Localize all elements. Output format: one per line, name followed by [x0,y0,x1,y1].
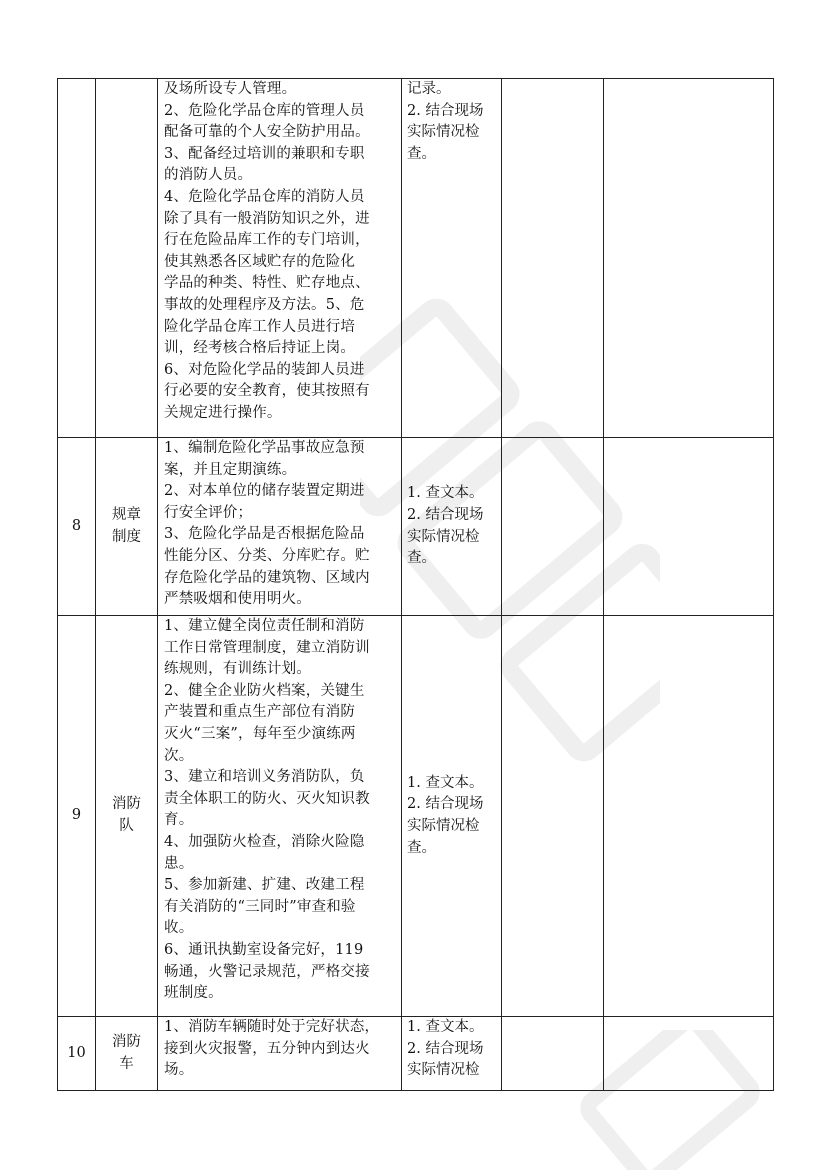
table-row [58,616,774,1017]
row-item [96,438,158,616]
method-line: 1. 查文本。 [407,774,484,791]
method-line: 2. 结合现场 [407,506,484,523]
requirement-line: 1、编制危险化学品事故应急预 [164,440,365,456]
row-requirements [158,438,402,616]
method-line: 记录。 [407,81,451,97]
requirement-line: 次。 [164,747,194,764]
requirement-line: 6、通讯执勤室设备完好，119 [164,941,364,958]
table-row [58,1017,774,1091]
requirement-line: 除了具有一般消防知识之外，进 [164,210,370,227]
requirement-line: 6、对危险化学品的装卸人员进 [164,361,365,378]
requirement-line: 4、危险化学品仓库的消防人员 [164,188,365,205]
method-line: 实际情况检 [407,818,480,834]
requirement-line: 工作日常管理制度，建立消防训 [164,639,370,656]
requirement-line: 练规则，有训练计划。 [164,661,311,678]
requirement-line: 存危险化学品的建筑物、区域内 [164,569,370,586]
requirement-line: 3、建立和培训义务消防队，负 [164,769,365,786]
requirement-line: 收。 [164,920,194,937]
requirement-line: 关规定进行操作。 [164,404,282,421]
requirement-line: 班制度。 [164,985,223,1002]
method-line: 实际情况检 [407,528,480,545]
row-requirements [158,79,402,438]
method-line: 查。 [407,145,436,162]
row-requirements [158,616,402,1017]
method-line: 查。 [407,839,436,856]
row-method [402,1017,502,1091]
requirement-line: 案，并且定期演练。 [164,461,297,478]
row-blank-cell [604,438,774,616]
row-number [58,79,96,438]
requirement-line: 3、配备经过培训的兼职和专职 [164,145,365,162]
requirement-line: 3、危险化学品是否根据危险品 [164,526,365,543]
row-blank-cell [502,79,604,438]
requirement-line: 有关消防的“三同时”审查和验 [164,898,356,915]
method-line: 实际情况检 [407,124,480,141]
row-number: 9 [58,616,96,1017]
method-line: 查。 [407,550,436,567]
row-blank-cell [604,79,774,438]
item-line: 车 [119,1055,134,1072]
requirement-line: 配备可靠的个人安全防护用品。 [164,124,370,141]
method-line: 1. 查文本。 [407,485,484,502]
requirement-line: 灭火“三案”，每年至少演练两 [164,725,356,742]
requirement-line: 严禁吸烟和使用明火。 [164,591,311,608]
requirement-line: 2、危险化学品仓库的管理人员 [164,102,365,119]
row-method [402,616,502,1017]
method-line: 1. 查文本。 [407,1019,484,1035]
requirement-line: 1、消防车辆随时处于完好状态， [164,1019,380,1035]
row-blank-cell [502,616,604,1017]
requirement-line: 险化学品仓库工作人员进行培 [164,318,356,335]
item-line: 消防 [112,1033,141,1050]
requirement-line: 行安全评价； [164,504,253,521]
method-line: 2. 结合现场 [407,796,484,813]
item-line: 队 [119,818,134,834]
requirement-line: 畅通，火警记录规范，严格交接 [164,963,370,980]
requirement-line: 场。 [164,1062,194,1079]
requirement-line: 行必要的安全教育，使其按照有 [164,383,370,400]
requirement-line: 责全体职工的防火、灭火知识教 [164,790,370,807]
inspection-table [57,78,774,1091]
requirement-line: 使其熟悉各区域贮存的危险化 [164,253,356,270]
requirement-line: 事故的处理程序及方法。5、危 [164,296,365,313]
requirement-line: 行在危险品库工作的专门培训， [164,232,370,249]
row-blank-cell [604,1017,774,1091]
row-requirements [158,1017,402,1091]
requirement-line: 1、建立健全岗位责任制和消防 [164,618,365,634]
requirement-line: 接到火灾报警，五分钟内到达火 [164,1040,370,1057]
requirement-line: 学品的种类、特性、贮存地点、 [164,275,370,292]
requirement-line: 患。 [164,855,194,872]
row-item [96,1017,158,1091]
requirement-line: 4、加强防火检查，消除火险隐 [164,833,365,850]
row-method [402,79,502,438]
requirement-line: 产装置和重点生产部位有消防 [164,704,356,721]
item-line: 规章 [112,506,141,523]
item-line: 消防 [112,796,141,813]
row-method [402,438,502,616]
requirement-line: 5、参加新建、扩建、改建工程 [164,877,365,894]
requirement-line: 性能分区、分类、分库贮存。贮 [164,547,370,564]
requirement-line: 及场所设专人管理。 [164,81,297,97]
row-blank-cell [502,438,604,616]
method-line: 实际情况检 [407,1062,480,1079]
table-row [58,79,774,438]
requirement-line: 训，经考核合格后持证上岗。 [164,340,356,357]
item-line: 制度 [112,528,141,545]
requirement-line: 2、对本单位的储存装置定期进 [164,483,365,500]
row-blank-cell [502,1017,604,1091]
method-line: 2. 结合现场 [407,102,484,119]
row-item [96,616,158,1017]
method-line: 2. 结合现场 [407,1040,484,1057]
requirement-line: 的消防人员。 [164,167,253,184]
row-item [96,79,158,438]
row-number: 10 [58,1017,96,1091]
table-row [58,438,774,616]
row-blank-cell [604,616,774,1017]
requirement-line: 育。 [164,812,194,829]
requirement-line: 2、健全企业防火档案，关键生 [164,682,365,699]
row-number: 8 [58,438,96,616]
